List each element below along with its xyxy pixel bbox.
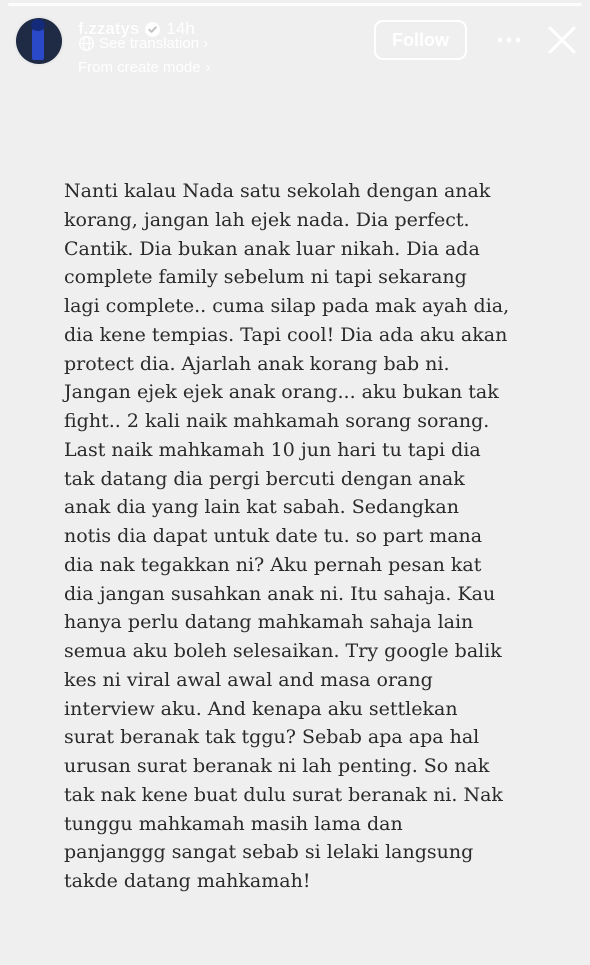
- story-text-line: dia kene tempias. Tapi cool! Dia ada aku akan: [64, 323, 508, 346]
- story-text-line: anak dia yang lain kat sabah. Sedangkan: [64, 496, 459, 519]
- time-ago: 14h: [166, 19, 195, 38]
- see-translation-link[interactable]: [78, 35, 208, 52]
- avatar[interactable]: [16, 18, 62, 64]
- from-create-mode-label: From create mode: [78, 59, 201, 76]
- story-header: [0, 14, 590, 84]
- story-text-line: dia jangan susahkan anak ni. Itu sahaja. Kau: [64, 582, 496, 605]
- story-text-line: takde datang mahkamah!: [64, 870, 311, 892]
- story-text-line: hanya perlu datang mahkamah sahaja lain: [64, 611, 474, 634]
- story-text-line: urusan surat beranak ni lah penting. So nak: [64, 755, 490, 777]
- story-text-line: complete family sebelum ni tapi sekarang: [64, 266, 467, 289]
- close-icon[interactable]: [546, 24, 578, 56]
- story-text-line: tak datang dia pergi bercuti dengan anak: [64, 467, 465, 490]
- story-text-line: panjanggg sangat sebab si lelaki langsung: [64, 841, 474, 864]
- chevron-right-icon: ›: [205, 59, 211, 76]
- story-text-line: kes ni viral awal awal and masa orang: [64, 668, 433, 691]
- avatar-figure: [32, 26, 44, 60]
- progress-segment: [8, 3, 582, 6]
- follow-button[interactable]: Follow: [374, 20, 467, 60]
- story-text-line: fight.. 2 kali naik mahkamah sorang sorang.: [64, 410, 490, 432]
- chevron-right-icon: ›: [203, 35, 209, 52]
- see-translation-label: See translation: [99, 35, 200, 52]
- more-options-icon[interactable]: [494, 30, 524, 50]
- story-text-line: Nanti kalau Nada satu sekolah dengan anak: [64, 180, 491, 202]
- story-progress-bar: [8, 3, 582, 6]
- story-text-line: Jangan ejek ejek anak orang... aku bukan tak: [64, 381, 499, 404]
- story-text-line: tak nak kene buat dulu surat beranak ni. Nak: [64, 783, 503, 806]
- story-text-line: notis dia dapat untuk date tu. so part mana: [64, 525, 483, 547]
- story-text-line: protect dia. Ajarlah anak korang bab ni.: [64, 352, 450, 375]
- story-text-line: dia nak tegakkan ni? Aku pernah pesan kat: [64, 553, 482, 576]
- globe-icon: [78, 35, 95, 52]
- story-text-body: [64, 177, 564, 896]
- story-text-line: Cantik. Dia bukan anak luar nikah. Dia ada: [64, 237, 480, 260]
- story-text-line: Last naik mahkamah 10 jun hari tu tapi dia: [64, 438, 481, 461]
- from-create-mode-link[interactable]: [78, 59, 211, 76]
- story-text-line: semua aku boleh selesaikan. Try google balik: [64, 640, 502, 662]
- story-text-line: surat beranak tak tggu? Sebab apa apa hal: [64, 726, 480, 749]
- story-text-line: lagi complete.. cuma silap pada mak ayah dia,: [64, 295, 510, 317]
- story-text-line: tunggu mahkamah masih lama dan: [64, 812, 403, 835]
- username[interactable]: f.zzatys: [78, 19, 140, 38]
- story-text-line: korang, jangan lah ejek nada. Dia perfect.: [64, 208, 470, 231]
- story-text-line: interview aku. And kenapa aku settlekan: [64, 697, 458, 720]
